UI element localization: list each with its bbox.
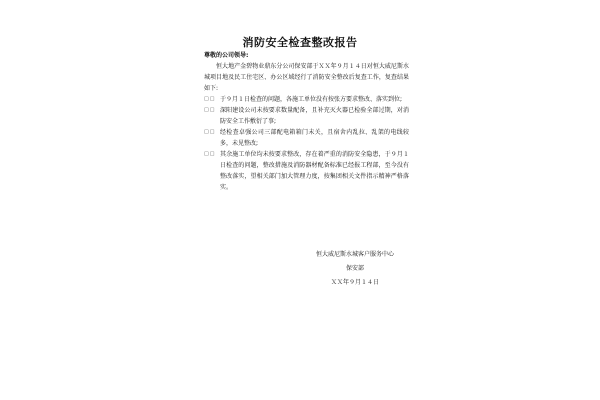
signature-dept: 保安部: [345, 265, 364, 272]
list-item-text: 于９月１日检查的问题，各施工单位没有按张方要求整改、落实到位;: [220, 96, 403, 103]
checkbox-icon: □□: [204, 107, 216, 113]
list-item-text: 深阳建设公司未按要求数量配备，且补充灭火器已检验全部过期，对消防安全工作敷衍了事;: [220, 107, 409, 125]
list-item: [204, 149, 409, 193]
checkbox-icon: □□: [204, 151, 216, 157]
list-item: [204, 94, 409, 105]
list-item: [204, 105, 409, 127]
list-item: [204, 127, 409, 149]
checkbox-icon: □□: [204, 96, 216, 102]
list-item-text: 经检查卓强公司三部配电箱箱门未关，且宿舍内乱拉、乱架的电线较多，未见整改;: [220, 129, 409, 147]
document-title: 消防安全检查整改报告: [242, 36, 358, 49]
list-item-text: 其余施工单位均未按要求整改，存在着严重的消防安全隐患，于９月１日检查的问题，整改措施及消防器材配备标准已经报工程部，至今没有整改落实，望相关部门加大管理力度，按集团相关文件指示精神严格落实。: [220, 151, 409, 191]
signature-org: 恒大威尼斯水城客户服务中心: [315, 251, 394, 258]
findings-list: [204, 94, 409, 193]
report-body: [204, 50, 409, 193]
greeting: 尊敬的公司领导:: [204, 52, 249, 59]
intro-paragraph: 恒大地产金碧物业鼎东分公司保安部于ＸＸ年９月１４日对恒大威尼斯水城项目地及民工住宅区、办公区域经行了消防安全整改后复查工作，复查结果如下:: [204, 63, 409, 92]
checkbox-icon: □□: [204, 129, 216, 135]
signature-date: ＸＸ年９月１４日: [330, 279, 379, 286]
signature-block: [304, 248, 406, 290]
